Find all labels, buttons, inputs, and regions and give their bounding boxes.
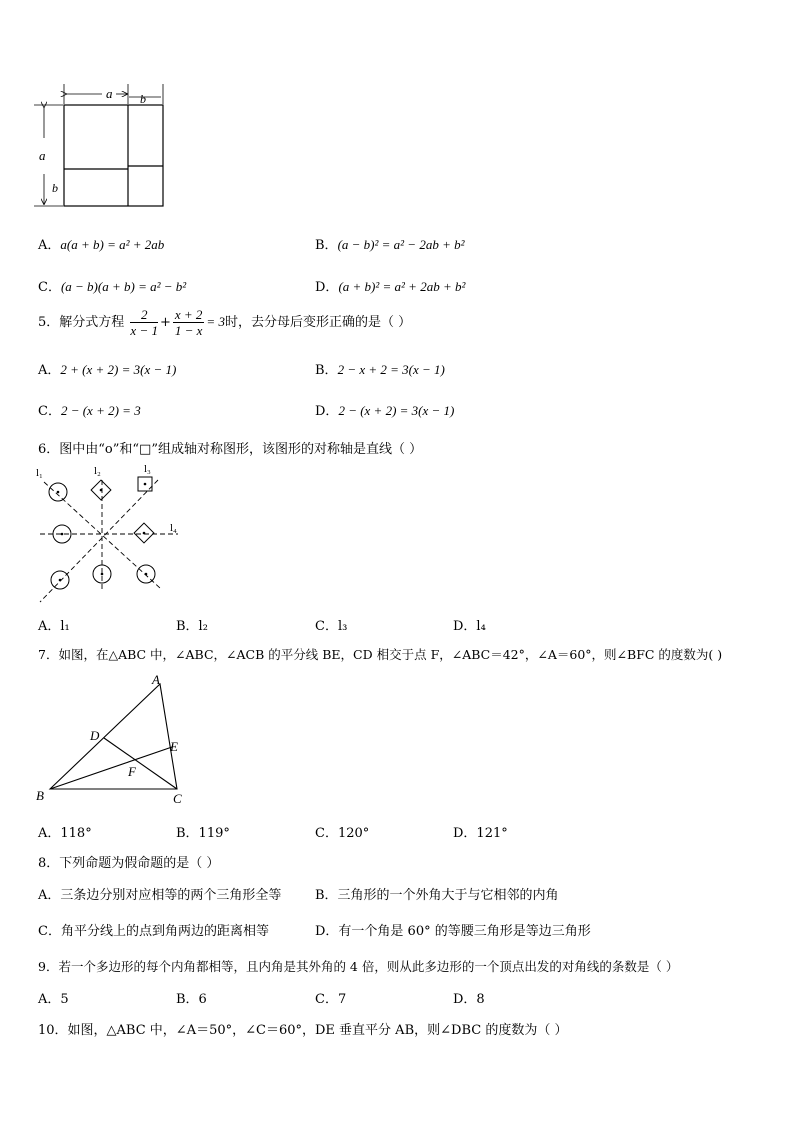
q7-option-a[interactable]: A．118° [38,826,92,841]
q9-option-d[interactable]: D．8 [453,992,485,1007]
q9-stem: 9．若一个多边形的每个内角都相等，且内角是其外角的 4 倍，则从此多边形的一个顶点出发的对角线的条数是（ ） [38,959,679,974]
vertex-B: B [36,788,44,803]
q5-option-a[interactable]: A．2 + (x + 2) = 3(x − 1) [38,362,177,378]
q8-stem: 8．下列命题为假命题的是（ ） [38,856,220,871]
vertex-D: D [90,728,100,743]
q7-option-b[interactable]: B．119° [176,826,230,841]
q4-option-a[interactable]: A．a(a + b) = a² + 2ab [38,237,165,253]
q8-option-a[interactable]: A．三条边分别对应相等的两个三角形全等 [38,888,282,903]
q5-option-a-expr: 2 + (x + 2) = 3(x − 1) [60,362,177,377]
q10-stem: 10．如图，△ABC 中，∠A＝50°，∠C＝60°，DE 垂直平分 AB，则∠DBC 的度数为（ ） [38,1023,568,1038]
q4-option-a-expr: a(a + b) = a² + 2ab [60,237,165,252]
label-b-left: b [52,181,58,195]
label-a-top: a [106,86,113,101]
q4-option-b-expr: (a − b)² = a² − 2ab + b² [337,237,465,252]
q6-option-c[interactable]: C．l₃ [315,619,348,634]
label-l4: l₄ [170,522,177,534]
q5-option-d-expr: 2 − (x + 2) = 3(x − 1) [338,403,455,418]
vertex-E: E [170,739,178,754]
q5-option-c[interactable]: C．2 − (x + 2) = 3 [38,403,141,419]
q5-option-b-expr: 2 − x + 2 = 3(x − 1) [337,362,445,377]
q4-option-c[interactable]: C．(a − b)(a + b) = a² − b² [38,279,187,295]
q5-option-c-expr: 2 − (x + 2) = 3 [60,403,141,418]
q4-option-d-expr: (a + b)² = a² + 2ab + b² [338,279,466,294]
q9-option-c[interactable]: C．7 [315,992,347,1007]
q9-option-b[interactable]: B．6 [176,992,207,1007]
q4-option-b[interactable]: B．(a − b)² = a² − 2ab + b² [315,237,465,253]
q7-stem: 7．如图，在△ABC 中，∠ABC，∠ACB 的平分线 BE，CD 相交于点 F，∠ABC＝42°，∠A＝60°，则∠BFC 的度数为( ) [38,647,723,662]
q7-option-d[interactable]: D．121° [453,826,508,841]
label-l3: l₃ [144,463,151,475]
q5-fraction-1: $\frac{2}{x - 1}$ [130,307,158,338]
vertex-F: F [128,764,136,779]
q8-option-d[interactable]: D．有一个角是 60° 的等腰三角形是等边三角形 [315,924,591,939]
label-a-left: a [39,148,46,163]
q9-option-a[interactable]: A．5 [38,992,69,1007]
q6-symmetry-figure [30,462,190,608]
q6-option-d[interactable]: D．l₄ [453,619,486,634]
q8-option-c[interactable]: C．角平分线上的点到角两边的距离相等 [38,924,269,939]
q4-option-d[interactable]: D．(a + b)² = a² + 2ab + b² [315,279,466,295]
vertex-C: C [173,791,182,806]
q6-option-a[interactable]: A．l₁ [38,619,70,634]
label-l2: l₂ [94,465,101,477]
label-l1: l₁ [36,467,43,479]
vertex-A: A [152,672,160,687]
q8-option-b[interactable]: B．三角形的一个外角大于与它相邻的内角 [315,888,559,903]
q5-option-d[interactable]: D．2 − (x + 2) = 3(x − 1) [315,403,455,419]
label-b-top: b [140,92,146,106]
q6-stem: 6．图中由“o”和“□”组成轴对称图形，该图形的对称轴是直线（ ） [38,442,423,457]
q5-option-b[interactable]: B．2 − x + 2 = 3(x − 1) [315,362,445,378]
q7-option-c[interactable]: C．120° [315,826,370,841]
square-area-figure [30,80,200,212]
q7-triangle-figure [30,672,200,808]
q5-fraction-2: $\frac{x + 2}{1 - x}$ [174,307,203,338]
q6-option-b[interactable]: B．l₂ [176,619,208,634]
q4-option-c-expr: (a − b)(a + b) = a² − b² [60,279,187,294]
q5-stem: 5．解分式方程 $\frac{2}{x - 1}$ + $\frac{x + 2}{1 - x}$ = 3时，去分母后变形正确的是（ ） [38,307,412,338]
